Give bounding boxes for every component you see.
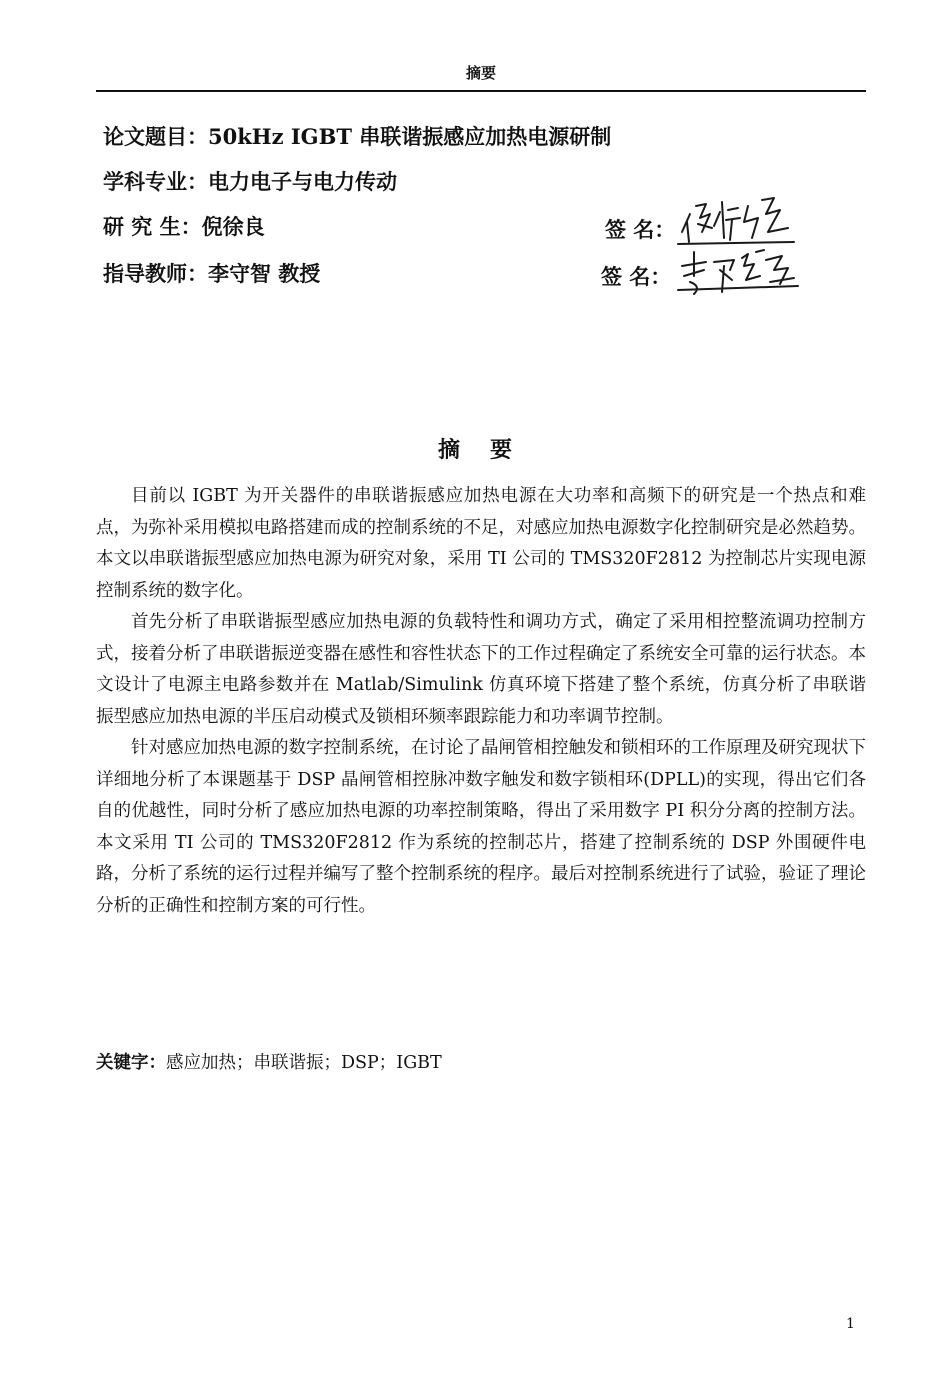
abstract-body — [96, 481, 866, 922]
abstract-paragraph: 针对感应加热电源的数字控制系统，在讨论了晶闸管相控触发和锁相环的工作原理及研究现状下详细地分析了本课题基于 DSP 晶闸管相控脉冲数字触发和数字锁相环(DPLL)的实现，得出它们各自的优越性，同时分析了感应加热电源的功率控制策略，得出了采用数字 PI 积分分离的控制方法。本文采用 TI 公司的 TMS320F2812 作为系统的控制芯片，搭建了控制系统的 DSP 外围硬件电路，分析了系统的运行过程并编写了整个控制系统的程序。最后对控制系统进行了试验，验证了理论分析的正确性和控制方案的可行性。 — [96, 738, 866, 916]
major-value: 电力电子与电力传动 — [208, 169, 397, 194]
advisor-label: 指导教师： — [103, 261, 208, 286]
major-label: 学科专业： — [103, 169, 208, 194]
advisor-row — [103, 259, 320, 289]
advisor-signature-label: 签 名： — [601, 264, 672, 289]
thesis-title: 50kHz IGBT 串联谐振感应加热电源研制 — [208, 124, 612, 149]
page-number: 1 — [846, 1316, 855, 1332]
running-head: 摘要 — [96, 60, 866, 92]
advisor-name: 李守智 教授 — [208, 261, 321, 286]
abstract-heading: 摘要 — [437, 437, 542, 463]
abstract-paragraph: 目前以 IGBT 为开关器件的串联谐振感应加热电源在大功率和高频下的研究是一个热点和难点，为弥补采用模拟电路搭建而成的控制系统的不足，对感应加热电源数字化控制研究是必然趋势。本文以串联谐振型感应加热电源为研究对象，采用 TI 公司的 TMS320F2812 为控制芯片实现电源控制系统的数字化。 — [96, 486, 866, 601]
thesis-title-label: 论文题目： — [103, 124, 208, 149]
student-signature-label: 签 名： — [605, 217, 676, 242]
major-row — [103, 167, 397, 197]
abstract-paragraph: 首先分析了串联谐振型感应加热电源的负载特性和调功方式，确定了采用相控整流调功控制方式，接着分析了串联谐振逆变器在感性和容性状态下的工作过程确定了系统安全可靠的运行状态。本文设计了电源主电路参数并在 Matlab/Simulink 仿真环境下搭建了整个系统，仿真分析了串联谐振型感应加热电源的半压启动模式及锁相环频率跟踪能力和功率调节控制。 — [96, 612, 866, 727]
student-label: 研 究 生： — [103, 214, 202, 239]
keywords-list: 感应加热；串联谐振；DSP；IGBT — [166, 1053, 442, 1073]
student-name: 倪徐良 — [201, 214, 265, 239]
keywords-line — [96, 1049, 442, 1074]
student-row — [103, 212, 265, 242]
student-handwritten-signature — [676, 192, 801, 247]
thesis-title-row — [103, 122, 611, 152]
advisor-handwritten-signature — [676, 240, 801, 295]
keywords-label: 关键字： — [96, 1053, 166, 1073]
